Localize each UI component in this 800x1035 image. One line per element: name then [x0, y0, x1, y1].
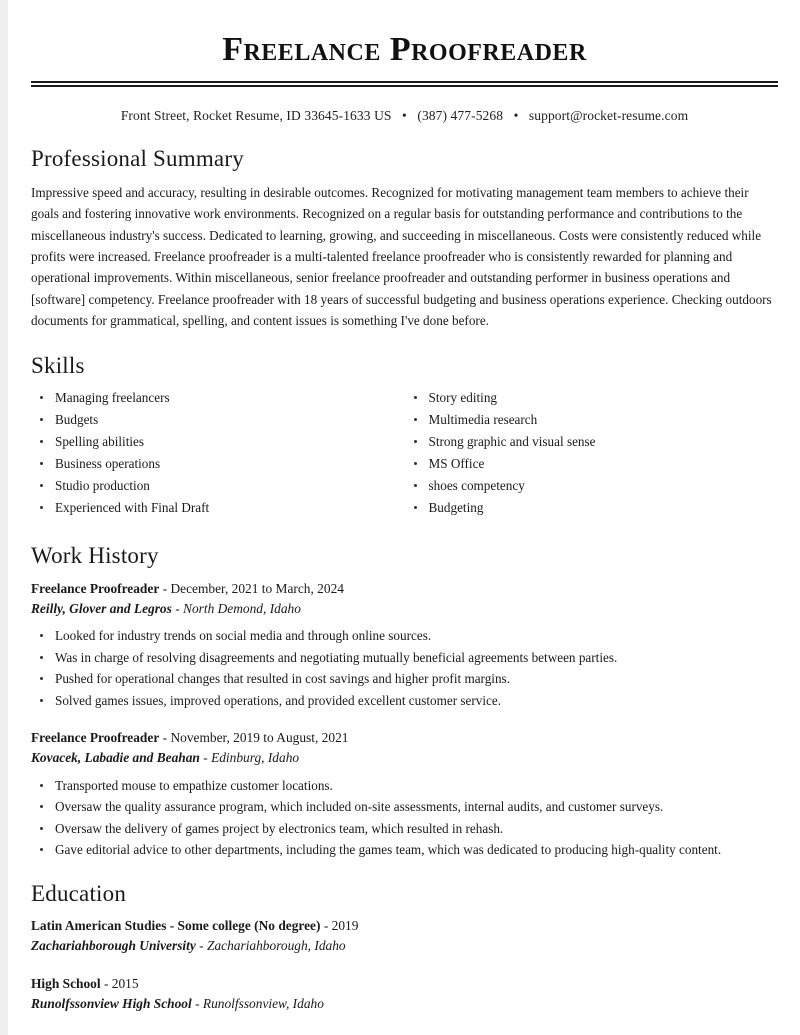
dash-separator: -: [175, 600, 180, 616]
education-entry-location: Runolfssonview, Idaho: [202, 995, 324, 1011]
contact-info: [31, 108, 778, 124]
education-entry-degree: Latin American Studies - Some college (No degree): [31, 918, 321, 934]
work-entry-title-line: [31, 728, 778, 748]
contact-separator-2: •: [513, 108, 519, 124]
work-entry-company-line: [31, 748, 778, 768]
list-item: Story editing: [405, 389, 779, 407]
list-item: Gave editorial advice to other departments, including the games team, which was dedicated to producing high-quality content.: [31, 841, 778, 859]
dash-separator: -: [195, 995, 200, 1011]
list-item: Transported mouse to empathize customer locations.: [31, 777, 778, 795]
education-entry: [31, 916, 778, 956]
skills-column-left: [31, 389, 405, 521]
work-entry-title-line: [31, 579, 778, 599]
work-entry: [31, 728, 778, 858]
skills-columns: [31, 389, 778, 521]
list-item: Solved games issues, improved operations, and provided excellent customer service.: [31, 692, 778, 710]
section-heading-summary: Professional Summary: [31, 146, 244, 172]
work-entry-dates: December, 2021 to March, 2024: [170, 580, 344, 596]
contact-phone: (387) 477-5268: [417, 108, 504, 124]
work-entry-company-line: [31, 599, 778, 619]
skills-list-right: [405, 389, 779, 517]
education-entry-school: Runolfssonview High School: [31, 995, 192, 1011]
work-entry-title: Freelance Proofreader: [31, 730, 160, 746]
section-heading-education: Education: [31, 880, 127, 906]
work-entry-title: Freelance Proofreader: [31, 580, 160, 596]
education-entry-degree: High School: [31, 975, 101, 991]
education-entry-degree-line: [31, 916, 778, 936]
dash-separator: -: [162, 580, 168, 596]
list-item: Spelling abilities: [31, 433, 405, 451]
list-item: Budgets: [31, 411, 405, 429]
list-item: Oversaw the quality assurance program, which included on-site assessments, internal audits, and customer surveys.: [31, 798, 778, 816]
work-entry-location: North Demond, Idaho: [183, 600, 301, 616]
section-heading-skills: Skills: [31, 353, 85, 379]
page-title: Freelance Proofreader: [222, 31, 587, 68]
section-skills: [31, 352, 778, 521]
dash-separator: -: [203, 750, 208, 766]
dash-separator: -: [162, 730, 168, 746]
list-item: Looked for industry trends on social media and through online sources.: [31, 627, 778, 645]
list-item: Was in charge of resolving disagreements and negotiating mutually beneficial agreements between parties.: [31, 649, 778, 667]
list-item: shoes competency: [405, 477, 779, 495]
skills-column-right: [405, 389, 779, 521]
list-item: MS Office: [405, 455, 779, 473]
list-item: Managing freelancers: [31, 389, 405, 407]
education-entry-location: Zachariahborough, Idaho: [207, 938, 346, 954]
education-entry-school-line: [31, 936, 778, 956]
list-item: Budgeting: [405, 499, 779, 517]
list-item: Studio production: [31, 477, 405, 495]
section-work-history: [31, 542, 778, 858]
list-item: Multimedia research: [405, 411, 779, 429]
summary-text: Impressive speed and accuracy, resulting in desirable outcomes. Recognized for motivating management team members to achieve their goals and fostering innovative work environments. Recognized on a regular basis for outstanding performance and contributions to the miscellaneous industry's success. Dedicated to learning, growing, and succeeding in miscellaneous. Costs were consistently reduced while profits were increased. Freelance proofreader is a multi-talented freelance proofreader who is consistently rewarded for planning and operational improvements. Within miscellaneous, senior freelance proofreader and outstanding performer in business operations and [software] competency. Freelance proofreader with 18 years of successful budgeting and business operations experience. Checking outdoors documents for grammatical, spelling, and content issues is something I've done before.: [31, 184, 772, 329]
education-entry: [31, 974, 778, 1014]
work-entry-bullets: [31, 777, 778, 859]
dash-separator: -: [103, 975, 109, 991]
education-entry-school: Zachariahborough University: [31, 938, 196, 954]
resume-page: [8, 0, 800, 1035]
education-entry-year: 2019: [331, 918, 359, 934]
education-entry-year: 2015: [111, 975, 139, 991]
section-heading-work-history: Work History: [31, 543, 159, 569]
list-item: Strong graphic and visual sense: [405, 433, 779, 451]
skills-list-left: [31, 389, 405, 517]
list-item: Pushed for operational changes that resulted in cost savings and higher profit margins.: [31, 670, 778, 688]
education-entry-school-line: [31, 994, 778, 1014]
header-divider: [31, 81, 778, 87]
education-entry-degree-line: [31, 974, 778, 994]
list-item: Business operations: [31, 455, 405, 473]
dash-separator: -: [323, 918, 329, 934]
work-entry-dates: November, 2019 to August, 2021: [170, 730, 349, 746]
contact-separator-1: •: [402, 108, 407, 124]
section-professional-summary: [31, 145, 778, 331]
list-item: Experienced with Final Draft: [31, 499, 405, 517]
dash-separator: -: [199, 938, 204, 954]
contact-email: support@rocket-resume.com: [528, 108, 689, 124]
work-entry-company: Kovacek, Labadie and Beahan: [31, 750, 200, 766]
work-entry: [31, 579, 778, 709]
list-item: Oversaw the delivery of games project by electronics team, which resulted in rehash.: [31, 820, 778, 838]
resume-content: [31, 0, 778, 1014]
section-education: [31, 880, 778, 1014]
work-entry-company: Reilly, Glover and Legros: [31, 600, 172, 616]
work-entry-bullets: [31, 627, 778, 709]
work-entry-location: Edinburg, Idaho: [211, 750, 300, 766]
contact-address: Front Street, Rocket Resume, ID 33645-1633 US: [120, 108, 392, 124]
